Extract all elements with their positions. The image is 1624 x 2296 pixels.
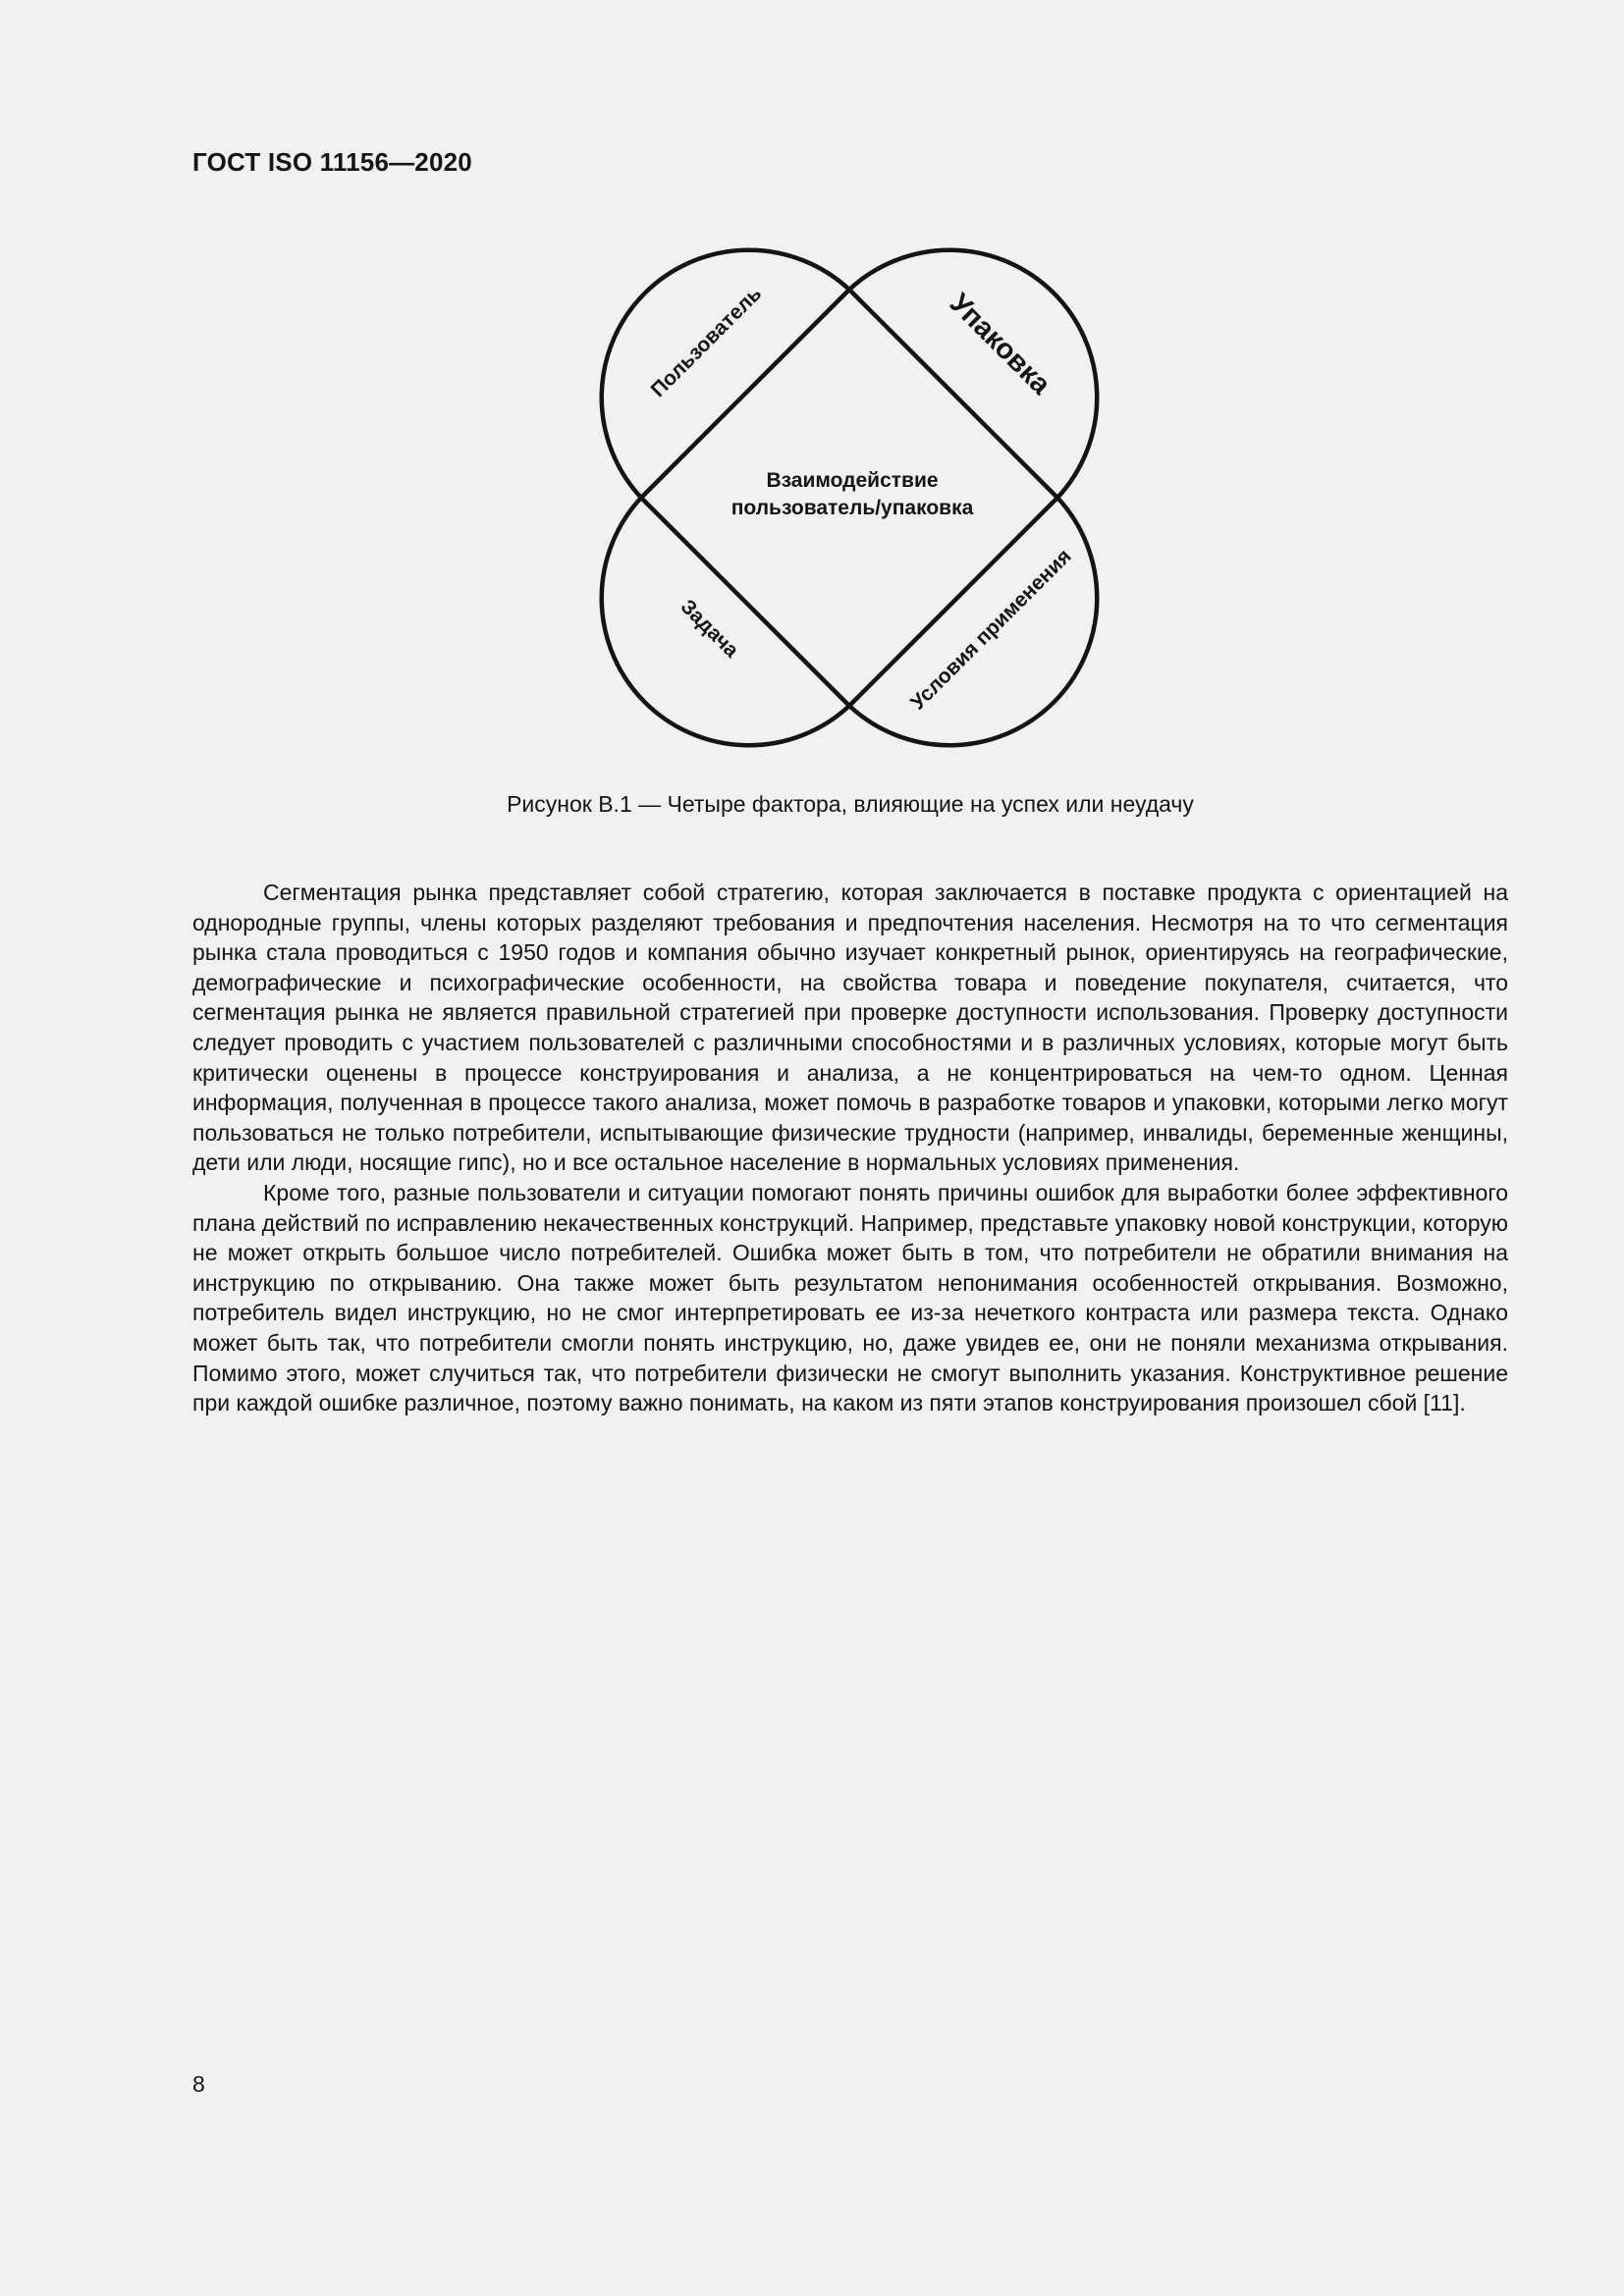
- paragraph-2: Кроме того, разные пользователи и ситуации помогают понять причины ошибок для выработки более эффективного плана действий по исправлению некачественных конструкций. Например, представьте упаковку новой конструкции, которую не может открыть большое число потребителей. Ошибка может быть в том, что потребители не обратили внимания на инструкцию по открыванию. Она также может быть результатом непонимания особенностей открывания. Возможно, потребитель видел инструкцию, но не смог интерпретировать ее из-за нечеткого контраста или размера текста. Однако может быть так, что потребители смогли понять инструкцию, но, даже увидев ее, они не поняли механизма открывания. Помимо этого, может случиться так, что потребители физически не смогут выполнить указания. Конструктивное решение при каждой ошибке различное, поэтому важно понимать, на каком из пяти этапов конструирования произошел сбой [11].: [192, 1179, 1508, 1416]
- center-label-line2: пользователь/упаковка: [731, 497, 974, 519]
- paragraph-1: Сегментация рынка представляет собой стратегию, которая заключается в поставке продукта с ориентацией на однородные группы, члены которых разделяют требования и предпочтения населения. Несмотря на то что сегментация рынка стала проводиться с 1950 годов и компания обычно изучает конкретный рынок, ориентируясь на географические, демографические и психографические особенности, на свойства товара и поведение покупателя, считается, что сегментация рынка не является правильной стратегией при проверке доступности использования. Проверку доступности следует проводить с участием пользователей с различными способностями и в различных условиях, которые могут быть критически оценены в процессе конструирования и анализа, а не концентрироваться на чем-то одном. Ценная информация, полученная в процессе такого анализа, может помочь в разработке товаров и упаковки, которыми легко могут пользоваться не только потребители, испытывающие физические трудности (например, инвалиды, беременные женщины, дети или люди, носящие гипс), но и все остальное население в нормальных условиях применения.: [192, 880, 1508, 1176]
- document-header: ГОСТ ISO 11156—2020: [192, 147, 472, 177]
- four-factors-diagram: [589, 236, 1110, 756]
- label-user: Пользователь: [646, 282, 767, 402]
- center-label-line1: Взаимодействие: [766, 469, 939, 492]
- page-number: 8: [192, 2071, 205, 2097]
- body-text: [192, 878, 1508, 1418]
- figure-caption: Рисунок B.1 — Четыре фактора, влияющие на успех или неудачу: [507, 791, 1194, 817]
- label-conditions: Условия применения: [906, 545, 1076, 715]
- figure-diagram: [589, 236, 1110, 756]
- label-task: Задача: [676, 595, 743, 663]
- label-package: Упаковка: [943, 288, 1056, 401]
